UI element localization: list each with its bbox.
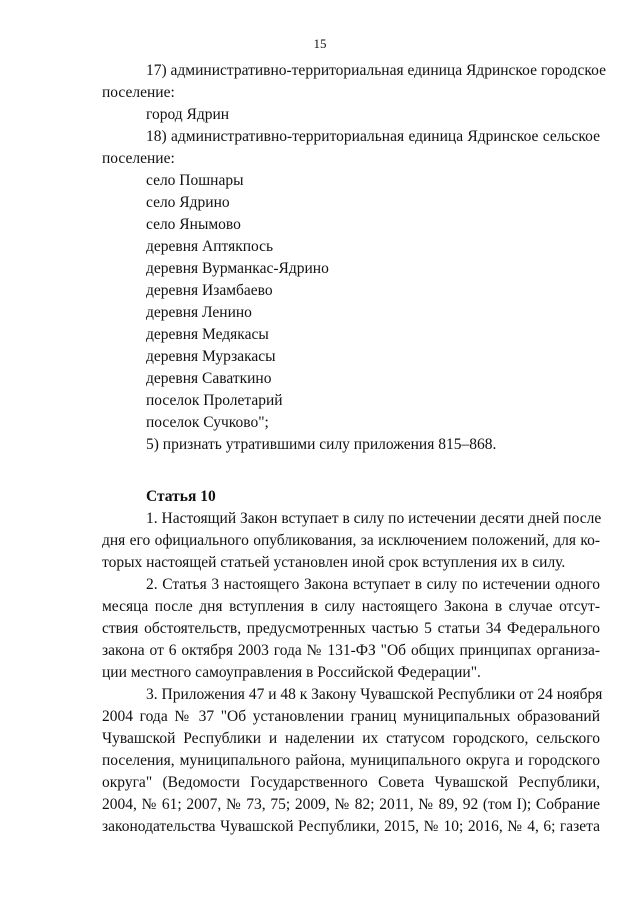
settlement-item: деревня Саваткино [146, 370, 272, 387]
paragraph-line: 2. Статья 3 настоящего Закона вступает в силу по истечении одного [146, 576, 600, 593]
paragraph-line: 1. Настоящий Закон вступает в силу по истечении десяти дней после [146, 510, 602, 527]
paragraph-line: ствия обстоятельств, предусмотренных частью 5 статьи 34 Федерального [102, 620, 600, 637]
paragraph-line: ции местного самоуправления в Российской Федерации". [102, 664, 481, 681]
paragraph-line: торых настоящей статьей установлен иной срок вступления их в силу. [102, 554, 566, 571]
paragraph-line: месяца после дня вступления в силу настоящего Закона в случае отсут- [102, 598, 600, 615]
paragraph-line: дня его официального опубликования, за исключением положений, для ко- [102, 532, 600, 549]
settlement-item: деревня Вурманкас-Ядрино [146, 260, 329, 277]
paragraph-line: закона от 6 октября 2003 года № 131-ФЗ "Об общих принципах организа- [102, 642, 600, 659]
item-18-heading: 18) административно-территориальная единица Ядринское сельское [146, 128, 600, 145]
paragraph-line: поселения, муниципального района, муниципального округа и городского [102, 752, 600, 769]
paragraph-line: Чувашской Республики и наделении их статусом городского, сельского [102, 730, 600, 747]
paragraph-line: 2004 года № 37 "Об установлении границ муниципальных образований [102, 708, 600, 725]
settlement-item: поселок Сучково"; [146, 414, 269, 431]
item-17-heading-cont: поселение: [102, 84, 175, 101]
settlement-item: деревня Мурзакасы [146, 348, 276, 365]
item-18-heading-cont: поселение: [102, 150, 175, 167]
paragraph-line: законодательства Чувашской Республики, 2015, № 10; 2016, № 4, 6; газета [102, 818, 600, 835]
paragraph-line: округа" (Ведомости Государственного Совета Чувашской Республики, [102, 774, 600, 791]
settlement-item: деревня Ленино [146, 304, 252, 321]
settlement-item: деревня Медякасы [146, 326, 269, 343]
page-number: 15 [313, 36, 327, 51]
paragraph-line: 3. Приложения 47 и 48 к Закону Чувашской Республики от 24 ноября [146, 686, 603, 703]
item-5: 5) признать утратившими силу приложения 815–868. [146, 436, 497, 453]
settlement-item: деревня Изамбаево [146, 282, 273, 299]
article-heading: Статья 10 [146, 488, 216, 505]
settlement-item: село Ядрино [146, 194, 230, 211]
item-17-heading: 17) административно-территориальная единица Ядринское городское [146, 62, 606, 79]
settlement-item: село Янымово [146, 216, 241, 233]
settlement-item: село Пошнары [146, 172, 244, 189]
settlement-item: деревня Аптякпось [146, 238, 274, 255]
paragraph-line: 2004, № 61; 2007, № 73, 75; 2009, № 82; 2011, № 89, 92 (том I); Собрание [102, 796, 600, 813]
settlement-item: город Ядрин [146, 106, 230, 123]
settlement-item: поселок Пролетарий [146, 392, 283, 409]
